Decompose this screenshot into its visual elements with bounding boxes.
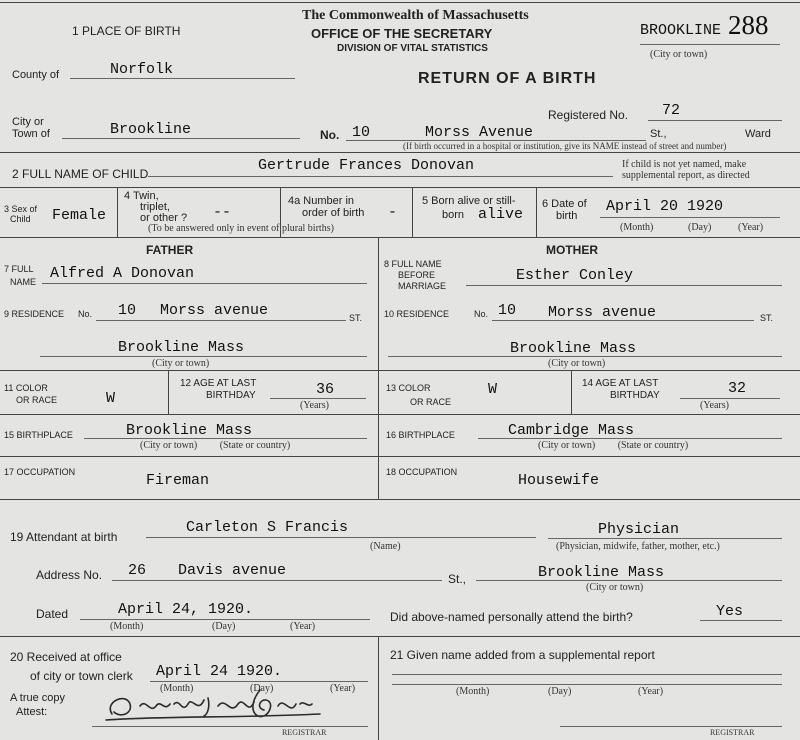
rule-6 bbox=[0, 456, 800, 457]
rule-2 bbox=[0, 187, 800, 188]
rule-4 bbox=[0, 370, 800, 371]
rule-top bbox=[0, 2, 800, 3]
registrar-caption-right: REGISTRAR bbox=[710, 728, 755, 737]
supplemental-month-caption: (Month) bbox=[456, 686, 490, 697]
mother-color-label-1: 13 COLOR bbox=[386, 383, 431, 393]
vline-father-color-age bbox=[168, 370, 169, 414]
rule-3 bbox=[0, 237, 800, 238]
father-heading: FATHER bbox=[146, 243, 194, 257]
dob-label-1: 6 Date of bbox=[542, 198, 587, 210]
twin-label-1: 4 Twin, bbox=[124, 190, 159, 202]
dob-label-2: birth bbox=[556, 210, 578, 222]
mother-residence-city: Brookline Mass bbox=[510, 340, 637, 357]
received-value: April 24 1920. bbox=[156, 663, 283, 680]
father-occupation-value: Fireman bbox=[146, 472, 210, 489]
plural-note: (To be answered only in event of plural births) bbox=[148, 223, 334, 234]
registered-underline bbox=[648, 120, 782, 121]
mother-color-value: W bbox=[488, 381, 498, 398]
dated-label: Dated bbox=[36, 607, 69, 621]
address-st-label: St., bbox=[448, 572, 467, 586]
attend-underline bbox=[700, 620, 782, 621]
mother-birthplace-underline bbox=[478, 438, 782, 439]
rule-8 bbox=[0, 636, 800, 637]
received-day-caption: (Day) bbox=[250, 683, 274, 694]
received-underline bbox=[150, 681, 368, 682]
twin-label-2: triplet, bbox=[140, 201, 170, 213]
child-name-label: 2 FULL NAME OF CHILD bbox=[12, 167, 149, 181]
father-residence-number: 10 bbox=[118, 302, 137, 319]
dob-month-caption: (Month) bbox=[620, 222, 654, 233]
mother-birthplace-caption: (City or town) (State or country) bbox=[538, 440, 689, 451]
order-value: - bbox=[388, 204, 398, 221]
supplemental-label: 21 Given name added from a supplemental report bbox=[390, 648, 655, 662]
city-label-1: City or bbox=[12, 116, 44, 128]
dated-value: April 24, 1920. bbox=[118, 601, 254, 618]
attend-answer: Yes bbox=[716, 603, 744, 620]
mother-residence-street: Morss avenue bbox=[548, 304, 657, 321]
hospital-note: (If birth occurred in a hospital or institution, give its NAME instead of street and number) bbox=[403, 141, 727, 151]
dated-day-caption: (Day) bbox=[212, 621, 236, 632]
father-years-caption: (Years) bbox=[300, 400, 329, 411]
street-st-label: St., bbox=[650, 128, 667, 140]
address-label: Address No. bbox=[36, 568, 103, 582]
father-name-label-1: 7 FULL bbox=[4, 264, 34, 274]
division-title: DIVISION OF VITAL STATISTICS bbox=[337, 43, 488, 54]
father-color-value: W bbox=[106, 390, 116, 407]
address-number: 26 bbox=[128, 562, 147, 579]
father-residence-underline bbox=[96, 320, 346, 321]
address-underline bbox=[112, 580, 442, 581]
received-year-caption: (Year) bbox=[330, 683, 356, 694]
mother-residence-underline bbox=[492, 320, 754, 321]
vline-father-mother bbox=[378, 237, 379, 499]
attendant-name-value: Carleton S Francis bbox=[186, 519, 349, 536]
vline-mother-color-age bbox=[571, 370, 572, 414]
order-label-2: order of birth bbox=[302, 207, 365, 219]
father-birthplace-value: Brookline Mass bbox=[126, 422, 253, 439]
supplemental-underline-1 bbox=[392, 674, 782, 675]
mother-name-label-2: BEFORE bbox=[398, 270, 436, 280]
dated-month-caption: (Month) bbox=[110, 621, 144, 632]
county-underline bbox=[70, 78, 295, 79]
child-name-value: Gertrude Frances Donovan bbox=[258, 157, 475, 174]
address-city-caption: (City or town) bbox=[586, 582, 644, 593]
received-label-1: 20 Received at office bbox=[10, 650, 122, 664]
mother-name-value: Esther Conley bbox=[516, 267, 634, 284]
father-birthplace-label: 15 BIRTHPLACE bbox=[4, 430, 73, 440]
mother-heading: MOTHER bbox=[546, 243, 598, 257]
alive-label-1: 5 Born alive or still- bbox=[422, 195, 516, 207]
dated-underline bbox=[80, 619, 370, 620]
city-label-2: Town of bbox=[12, 128, 50, 140]
twin-label-3: or other ? bbox=[140, 212, 188, 224]
father-name-underline bbox=[42, 283, 367, 284]
record-number: 288 bbox=[728, 10, 769, 40]
mother-age-underline bbox=[680, 398, 780, 399]
attendant-role-value: Physician bbox=[598, 521, 680, 538]
mother-name-label-3: MARRIAGE bbox=[398, 281, 447, 291]
address-city-underline bbox=[476, 580, 782, 581]
alive-label-2: born bbox=[442, 209, 465, 221]
attendant-role-underline bbox=[548, 538, 782, 539]
mother-age-label-1: 14 AGE AT LAST bbox=[582, 378, 659, 389]
place-of-birth-label: 1 PLACE OF BIRTH bbox=[72, 24, 181, 38]
supplemental-day-caption: (Day) bbox=[548, 686, 572, 697]
received-month-caption: (Month) bbox=[160, 683, 194, 694]
mother-residence-number: 10 bbox=[498, 302, 517, 319]
dob-underline bbox=[600, 217, 780, 218]
street-no-label: No. bbox=[320, 128, 340, 142]
city-or-town-caption: (City or town) bbox=[650, 49, 708, 60]
attendant-role-caption: (Physician, midwife, father, mother, etc.) bbox=[556, 541, 720, 552]
mother-st-label: ST. bbox=[760, 313, 774, 323]
dob-year-caption: (Year) bbox=[738, 222, 764, 233]
sex-label-2: Child bbox=[10, 214, 31, 224]
father-color-label-2: OR RACE bbox=[16, 395, 58, 405]
registrar-underline bbox=[92, 726, 368, 727]
mother-birthplace-value: Cambridge Mass bbox=[508, 422, 635, 439]
dob-day-caption: (Day) bbox=[688, 222, 712, 233]
attendant-name-caption: (Name) bbox=[370, 541, 401, 552]
attest-label: Attest: bbox=[16, 706, 48, 718]
father-age-label-1: 12 AGE AT LAST bbox=[180, 378, 257, 389]
ward-label: Ward bbox=[745, 128, 771, 140]
mother-city-underline bbox=[388, 356, 782, 357]
twin-value: -- bbox=[213, 204, 232, 221]
mother-occupation-label: 18 OCCUPATION bbox=[386, 467, 458, 477]
city-stamp: BROOKLINE bbox=[640, 22, 722, 39]
father-color-label-1: 11 COLOR bbox=[4, 383, 48, 393]
father-name-value: Alfred A Donovan bbox=[50, 265, 195, 282]
vline-sex-twin bbox=[117, 187, 118, 237]
attend-question: Did above-named personally attend the birth? bbox=[390, 610, 633, 624]
father-residence-street: Morss avenue bbox=[160, 302, 269, 319]
mother-years-caption: (Years) bbox=[700, 400, 729, 411]
father-birthplace-underline bbox=[84, 438, 367, 439]
father-no-label: No. bbox=[78, 309, 93, 319]
sex-label-1: 3 Sex of bbox=[4, 204, 38, 214]
father-residence-label: 9 RESIDENCE bbox=[4, 309, 65, 319]
child-name-underline bbox=[148, 176, 613, 177]
city-underline bbox=[62, 138, 300, 139]
vline-received-supplemental bbox=[378, 636, 379, 740]
address-street: Davis avenue bbox=[178, 562, 287, 579]
street-number: 10 bbox=[352, 124, 371, 141]
father-age-label-2: BIRTHDAY bbox=[206, 390, 256, 401]
mother-name-underline bbox=[466, 285, 782, 286]
mother-name-label-1: 8 FULL NAME bbox=[384, 259, 442, 269]
received-label-2: of city or town clerk bbox=[30, 669, 133, 683]
rule-5 bbox=[0, 414, 800, 415]
true-copy-label: A true copy bbox=[10, 692, 66, 704]
attendant-name-underline bbox=[146, 537, 536, 538]
return-title: RETURN OF A BIRTH bbox=[418, 70, 597, 87]
registrar-caption-left: REGISTRAR bbox=[282, 728, 327, 737]
mother-city-caption: (City or town) bbox=[548, 358, 606, 369]
county-value: Norfolk bbox=[110, 61, 174, 78]
mother-no-label: No. bbox=[474, 309, 489, 319]
child-name-note-1: If child is not yet named, make bbox=[622, 159, 747, 170]
street-name: Morss Avenue bbox=[425, 124, 534, 141]
office-title: OFFICE OF THE SECRETARY bbox=[311, 26, 493, 41]
father-age-underline bbox=[270, 398, 366, 399]
commonwealth-title: The Commonwealth of Massachusetts bbox=[302, 8, 529, 23]
father-st-label: ST. bbox=[349, 313, 363, 323]
mother-age-value: 32 bbox=[728, 380, 747, 397]
city-stamp-underline bbox=[640, 44, 780, 45]
father-age-value: 36 bbox=[316, 381, 335, 398]
father-city-underline bbox=[40, 356, 367, 357]
dob-value: April 20 1920 bbox=[606, 198, 724, 215]
supplemental-year-caption: (Year) bbox=[638, 686, 664, 697]
alive-value: alive bbox=[478, 206, 524, 223]
mother-color-label-2: OR RACE bbox=[410, 397, 452, 407]
registered-value: 72 bbox=[662, 102, 681, 119]
father-residence-city: Brookline Mass bbox=[118, 339, 245, 356]
mother-age-label-2: BIRTHDAY bbox=[610, 390, 660, 401]
rule-7 bbox=[0, 499, 800, 500]
county-label: County of bbox=[12, 69, 60, 81]
city-value: Brookline bbox=[110, 121, 192, 138]
child-name-note-2: supplemental report, as directed bbox=[622, 170, 750, 181]
sex-value: Female bbox=[52, 207, 107, 224]
mother-residence-label: 10 RESIDENCE bbox=[384, 309, 450, 319]
father-occupation-label: 17 OCCUPATION bbox=[4, 467, 76, 477]
mother-occupation-value: Housewife bbox=[518, 472, 600, 489]
supplemental-registrar-underline bbox=[560, 726, 782, 727]
vline-order-alive bbox=[412, 187, 413, 237]
address-city: Brookline Mass bbox=[538, 564, 665, 581]
supplemental-underline-2 bbox=[392, 684, 782, 685]
father-birthplace-caption: (City or town) (State or country) bbox=[140, 440, 291, 451]
attendant-label: 19 Attendant at birth bbox=[10, 530, 118, 544]
father-name-label-2: NAME bbox=[10, 277, 37, 287]
rule-1 bbox=[0, 152, 800, 153]
order-label-1: 4a Number in bbox=[288, 195, 355, 207]
father-city-caption: (City or town) bbox=[152, 358, 210, 369]
registered-label: Registered No. bbox=[548, 108, 629, 122]
mother-birthplace-label: 16 BIRTHPLACE bbox=[386, 430, 455, 440]
dated-year-caption: (Year) bbox=[290, 621, 316, 632]
vline-alive-dob bbox=[536, 187, 537, 237]
registrar-signature bbox=[100, 684, 330, 728]
